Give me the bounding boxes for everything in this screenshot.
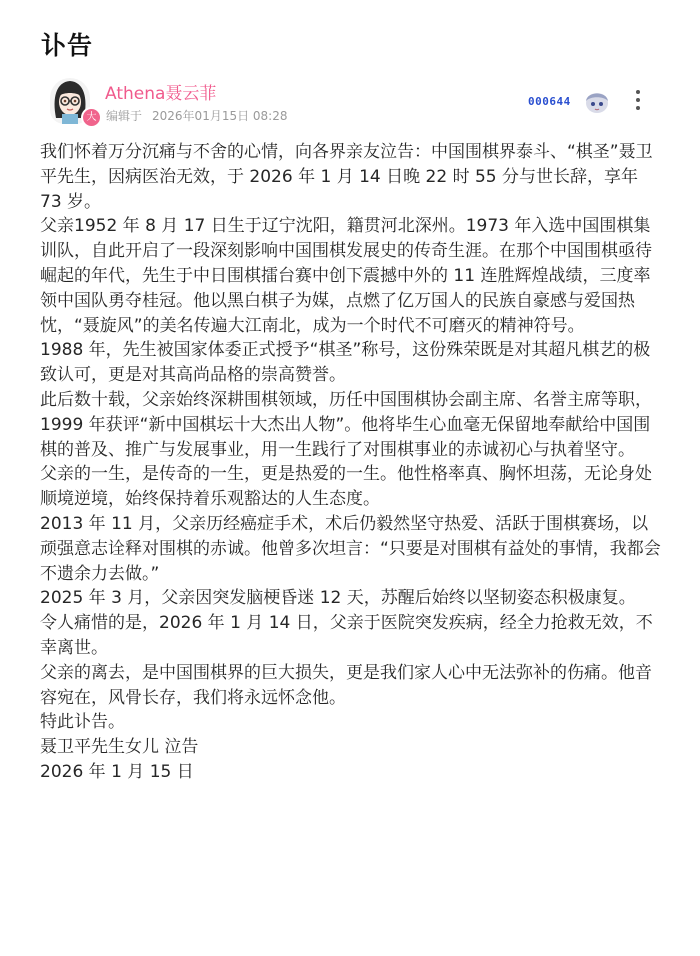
date-line: 2026 年 1 月 15 日	[40, 761, 194, 782]
edit-meta	[106, 107, 298, 124]
fan-badge-character-icon	[582, 87, 612, 115]
paragraph: 父亲的一生，是传奇的一生，更是热爱的一生。他性格率真、胸怀坦荡，无论身处顺境逆境，始终保持着乐观豁达的人生态度。	[40, 464, 652, 510]
author-name[interactable]: Athena聂云菲	[105, 84, 217, 104]
edit-label: 编辑于	[106, 109, 143, 123]
edit-time: 2026年01月15日 08:28	[152, 109, 288, 123]
fan-badge-number: 000644	[528, 95, 571, 108]
article-body	[40, 140, 662, 785]
signature-line: 聂卫平先生女儿 泣告	[40, 737, 199, 758]
closing-line: 特此讣告。	[40, 712, 125, 733]
paragraph: 2025 年 3 月，父亲因突发脑梗昏迷 12 天，苏醒后始终以坚韧姿态积极康复。	[40, 588, 636, 609]
page-title: 讣告	[41, 31, 94, 60]
author-bar	[40, 76, 660, 128]
paragraph: 父亲的离去，是中国围棋界的巨大损失，更是我们家人心中无法弥补的伤痛。他音容宛在，风骨长存，我们将永远怀念他。	[40, 662, 652, 708]
avatar[interactable]	[50, 78, 97, 124]
paragraph: 令人痛惜的是，2026 年 1 月 14 日，父亲于医院突发疾病，经全力抢救无效，不幸离世。	[40, 613, 653, 658]
paragraph: 1988 年，先生被国家体委正式授予“棋圣”称号，这份殊荣既是对其超凡棋艺的极致认可，更是对其高尚品格的崇高赞誉。	[40, 340, 651, 386]
vip-badge: 大	[81, 107, 102, 128]
paragraph: 我们怀着万分沉痛与不舍的心情，向各界亲友泣告：中国围棋界泰斗、“棋圣”聂卫平先生，因病医治无效，于 2026 年 1 月 14 日晚 22 时 55 分与世长辞，享年 73 岁。	[40, 142, 653, 212]
paragraph: 此后数十载，父亲始终深耕围棋领域，历任中国围棋协会副主席、名誉主席等职，1999 年获评“新中国棋坛十大杰出人物”。他将毕生心血毫无保留地奉献给中国围棋的普及、推广与发展事业，用一生践行了对围棋事业的赤诚初心与执着坚守。	[40, 389, 652, 460]
more-vertical-icon[interactable]	[628, 88, 648, 114]
fan-badge[interactable]	[528, 90, 618, 114]
paragraph: 2013 年 11 月，父亲历经癌症手术，术后仍毅然坚守热爱、活跃于围棋赛场，以顽强意志诠释对围棋的赤诚。他曾多次坦言：“只要是对围棋有益处的事情，我都会不遗余力去做。”	[40, 513, 661, 584]
paragraph: 父亲1952 年 8 月 17 日生于辽宁沈阳，籍贯河北深州。1973 年入选中国围棋集训队，自此开启了一段深刻影响中国围棋发展史的传奇生涯。在那个中国围棋亟待崛起的年代，先生于中日围棋擂台赛中创下震撼中外的 11 连胜辉煌战绩，三度率领中国队勇夺桂冠。他以黑白棋子为媒，点燃了亿万国人的民族自豪感与爱国热忱，“聂旋风”的美名传遍大江南北，成为一个时代不可磨灭的精神符号。	[40, 216, 652, 336]
